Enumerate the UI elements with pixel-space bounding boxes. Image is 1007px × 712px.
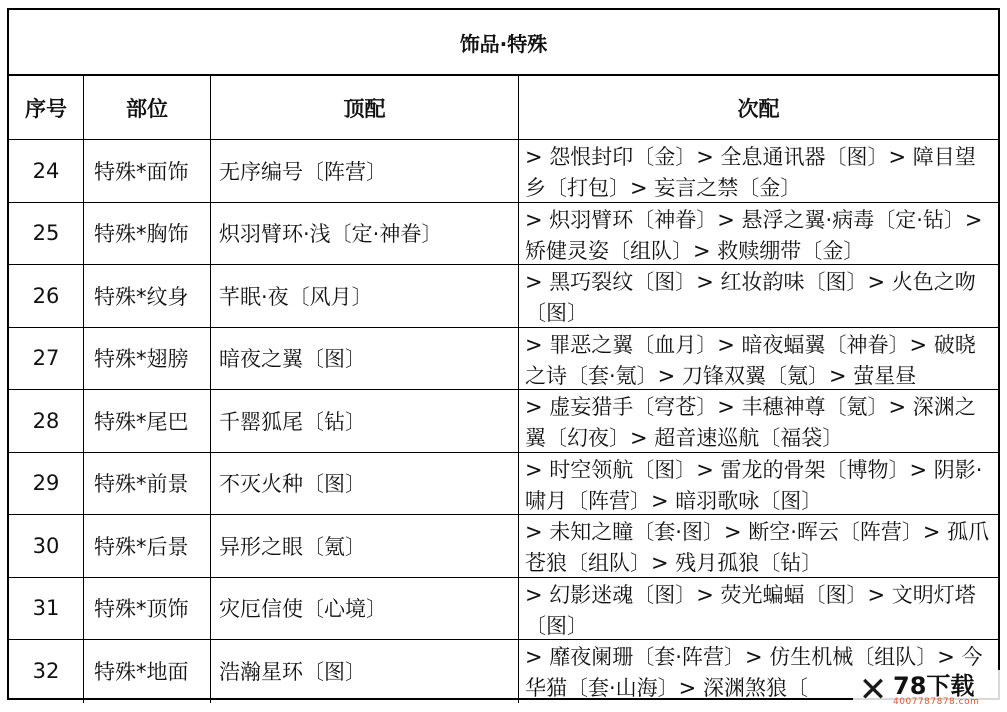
cell-slot: 特殊*纹身 (84, 265, 211, 327)
table-row (9, 140, 998, 203)
cell-top-pick: 异形之眼〔氪〕 (211, 515, 519, 577)
cell-top-pick: 千罂狐尾〔钻〕 (211, 390, 519, 452)
cell-slot: 特殊*后景 (84, 515, 211, 577)
cell-index: 25 (9, 203, 84, 265)
header-index: 序号 (9, 76, 84, 139)
header-alternatives: 次配 (737, 96, 780, 121)
cell-slot: 特殊*尾巴 (84, 390, 211, 452)
cell-slot: 特殊*面饰 (84, 140, 211, 202)
cell-top-pick: 灾厄信使〔心境〕 (211, 578, 519, 640)
cell-index: 26 (9, 265, 84, 327)
cell-top-pick: 芊眠·夜〔风月〕 (211, 265, 519, 327)
cell-slot: 特殊*胸饰 (84, 203, 211, 265)
cell-index: 29 (9, 453, 84, 515)
cell-alternatives: > 罪恶之翼〔血月〕> 暗夜蝠翼〔神眷〕> 破晓之诗〔套·氪〕> 刀锋双翼〔氪〕> 萤星昼 (525, 332, 976, 388)
cell-index: 32 (9, 640, 84, 703)
cell-alternatives: > 靡夜阑珊〔套·阵营〕> 仿生机械〔组队〕> 今华猫〔套·山海〕> 深渊煞狼〔 (525, 645, 983, 700)
table-row (9, 390, 998, 453)
cell-top-pick: 不灭火种〔图〕 (211, 453, 519, 515)
cell-index: 27 (9, 328, 84, 390)
cell-top-pick: 炽羽臂环·浅〔定·神眷〕 (211, 203, 519, 265)
cell-index: 31 (9, 578, 84, 640)
cell-alternatives: > 时空领航〔图〕> 雷龙的骨架〔博物〕> 阴影·啸月〔阵营〕> 暗羽歌咏〔图〕 (525, 457, 983, 513)
site-logo (853, 670, 1003, 710)
table-header-row (9, 76, 998, 140)
cell-slot: 特殊*翅膀 (84, 328, 211, 390)
cell-top-pick: 暗夜之翼〔图〕 (211, 328, 519, 390)
header-top-pick: 顶配 (211, 76, 519, 139)
table-row (9, 640, 998, 703)
logo-x-icon: ✕ (858, 670, 888, 710)
header-slot: 部位 (84, 76, 211, 139)
cell-alternatives: > 幻影迷魂〔图〕> 荧光蝙蝠〔图〕> 文明灯塔〔图〕 (525, 582, 976, 638)
table-row (9, 578, 998, 641)
cell-index: 28 (9, 390, 84, 452)
table-row (9, 453, 998, 516)
cell-alternatives: > 怨恨封印〔金〕> 全息通讯器〔图〕> 障目望乡〔打包〕> 妄言之禁〔金〕 (525, 145, 976, 200)
table-row (9, 203, 998, 266)
cell-alternatives: > 虚妄猎手〔穹苍〕> 丰穗神尊〔氪〕> 深渊之翼〔幻夜〕> 超音速巡航〔福袋〕 (525, 395, 976, 450)
cell-slot: 特殊*顶饰 (84, 578, 211, 640)
table-row (9, 265, 998, 328)
cell-top-pick: 无序编号〔阵营〕 (211, 140, 519, 202)
cell-alternatives: > 未知之瞳〔套·图〕> 断空·晖云〔阵营〕> 孤爪苍狼〔组队〕> 残月孤狼〔钻〕 (525, 520, 990, 575)
table-row (9, 515, 998, 578)
cell-top-pick: 浩瀚星环〔图〕 (211, 640, 519, 703)
cell-slot: 特殊*地面 (84, 640, 211, 703)
cell-alternatives: > 黑巧裂纹〔图〕> 红妆韵味〔图〕> 火色之吻〔图〕 (525, 270, 976, 325)
cell-index: 24 (9, 140, 84, 202)
cell-alternatives: > 炽羽臂环〔神眷〕> 悬浮之翼·病毒〔定·钻〕> 矫健灵姿〔组队〕> 救赎绷带〔金〕 (525, 207, 983, 263)
logo-sub-text: 4007787878.com (893, 696, 980, 707)
logo-main-text: 78下载 (893, 671, 975, 700)
cell-slot: 特殊*前景 (84, 453, 211, 515)
cell-index: 30 (9, 515, 84, 577)
table-title: 饰品·特殊 (9, 10, 998, 76)
table-row (9, 328, 998, 391)
gear-table (7, 8, 1000, 700)
